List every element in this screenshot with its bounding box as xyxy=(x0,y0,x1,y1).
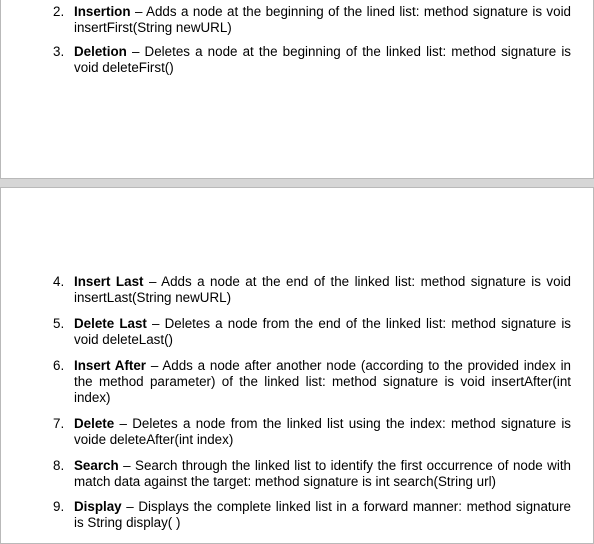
list-item-body xyxy=(74,458,571,490)
list-item-number: 5. xyxy=(53,316,65,331)
list-item-description: – Deletes a node at the beginning of the linked list: method signature is void deleteFirst() xyxy=(74,44,571,75)
list-item-number: 3. xyxy=(53,44,65,59)
list-item-term: Deletion xyxy=(74,44,127,59)
list-item-delete-last xyxy=(53,316,571,348)
list-item-description: – Displays the complete linked list in a forward manner: method signature is String display( ) xyxy=(74,499,571,530)
list-item-number: 8. xyxy=(53,458,65,473)
list-item-description: – Deletes a node from the end of the linked list: method signature is void deleteLast() xyxy=(74,316,571,347)
list-item-term: Display xyxy=(74,499,122,514)
list-item-display xyxy=(53,499,571,531)
list-item-term: Search xyxy=(74,458,119,473)
list-item-body xyxy=(74,416,571,448)
list-item-body xyxy=(74,316,571,348)
document-page-2 xyxy=(0,187,594,544)
list-item-number: 4. xyxy=(53,274,65,289)
list-item-description: – Search through the linked list to identify the first occurrence of node with match data against the target: method signature is int search(String url) xyxy=(74,458,571,489)
list-item-term: Insertion xyxy=(74,4,131,19)
list-item-term: Delete Last xyxy=(74,316,147,331)
page-separator xyxy=(0,179,594,187)
list-item-description: – Adds a node at the end of the linked list: method signature is void insertLast(String newURL) xyxy=(74,274,571,305)
list-item-insertion xyxy=(53,4,571,36)
list-item-body xyxy=(74,358,571,406)
list-item-body xyxy=(74,44,571,76)
list-item-search xyxy=(53,458,571,490)
list-item-deletion xyxy=(53,44,571,76)
list-item-description: – Adds a node at the beginning of the lined list: method signature is void insertFirst(String newURL) xyxy=(74,4,571,35)
list-item-description: – Adds a node after another node (according to the provided index in the method parameter) of the linked list: method signature is void insertAfter(int index) xyxy=(74,358,571,405)
list-item-body xyxy=(74,499,571,531)
list-item-number: 6. xyxy=(53,358,65,373)
list-item-term: Delete xyxy=(74,416,115,431)
document-page-1 xyxy=(0,0,594,179)
list-item-body xyxy=(74,4,571,36)
list-item-delete xyxy=(53,416,571,448)
list-item-insert-after xyxy=(53,358,571,406)
list-item-description: – Deletes a node from the linked list using the index: method signature is voide deleteAfter(int index) xyxy=(74,416,571,447)
list-item-body xyxy=(74,274,571,306)
list-item-insert-last xyxy=(53,274,571,306)
list-item-number: 9. xyxy=(53,499,65,514)
list-item-term: Insert Last xyxy=(74,274,144,289)
list-item-number: 2. xyxy=(53,4,65,19)
list-item-term: Insert After xyxy=(74,358,147,373)
list-item-number: 7. xyxy=(53,416,65,431)
